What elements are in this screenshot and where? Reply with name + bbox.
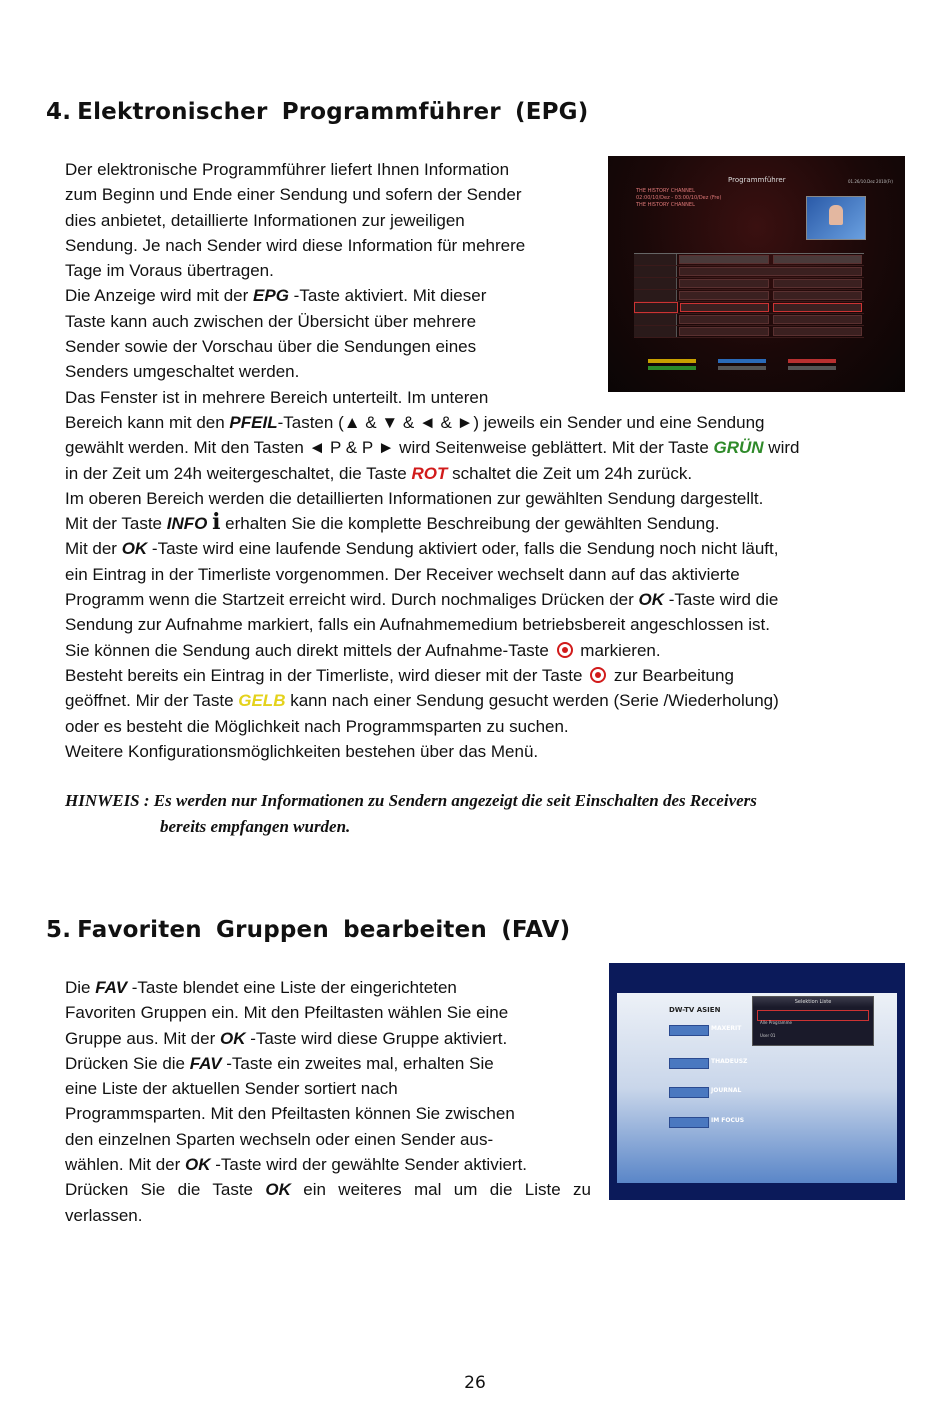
text-line: wählen. Mit der OK -Taste wird der gewählte Sender aktiviert. bbox=[65, 1155, 528, 1175]
text-line: Besteht bereits ein Eintrag in der Timerliste, wird dieser mit der Taste zur Bearbeitung bbox=[65, 665, 734, 685]
program-item: MAXERIT bbox=[711, 1025, 742, 1032]
green-key: GRÜN bbox=[713, 438, 764, 458]
fav-key: FAV bbox=[189, 1053, 222, 1073]
info-icon: i bbox=[212, 509, 221, 536]
hint-line: HINWEIS : Es werden nur Informationen zu Sendern angezeigt die seit Einschalten des Receivers bbox=[65, 791, 757, 810]
section-title: Elektronischer Programmführer (EPG) bbox=[77, 99, 589, 125]
text-line: eine Liste der aktuellen Sender sortiert nach bbox=[65, 1079, 398, 1099]
epg-screenshot bbox=[608, 156, 905, 392]
popup-title: Selektion Liste bbox=[753, 997, 873, 1007]
yellow-key: GELB bbox=[238, 691, 286, 711]
time-button bbox=[669, 1087, 709, 1098]
hint-note bbox=[65, 788, 757, 840]
grid-row bbox=[634, 254, 864, 266]
grid-row bbox=[634, 266, 864, 278]
popup-item: User 01 bbox=[760, 1033, 776, 1038]
text-line: geöffnet. Mir der Taste GELB kann nach einer Sendung gesucht werden (Serie /Wiederholung) bbox=[65, 691, 779, 711]
hint-line: bereits empfangen wurden. bbox=[160, 817, 351, 836]
channel-logo: DW-TV ASIEN bbox=[669, 1006, 721, 1014]
epg-screen-title: Programmführer bbox=[728, 176, 786, 184]
epg-screen-channel: THE HISTORY CHANNEL bbox=[636, 188, 695, 194]
text-line: dies anbietet, detaillierte Informationen zur jeweiligen bbox=[65, 210, 465, 230]
grid-row bbox=[634, 302, 864, 314]
grid-row bbox=[634, 326, 864, 338]
arrow-key: PFEIL bbox=[229, 412, 278, 432]
popup-item: Alle Programme bbox=[757, 1010, 869, 1021]
epg-legend bbox=[648, 359, 858, 370]
text-line: zum Beginn und Ende einer Sendung und sofern der Sender bbox=[65, 185, 522, 205]
grid-row bbox=[634, 314, 864, 326]
fav-key: FAV bbox=[95, 978, 128, 997]
fav-screenshot bbox=[609, 963, 905, 1200]
selection-list-popup bbox=[752, 996, 874, 1046]
time-button bbox=[669, 1117, 709, 1128]
program-item: JOURNAL bbox=[711, 1087, 742, 1094]
ok-key: OK bbox=[265, 1180, 291, 1200]
text-line: Programm wenn die Startzeit erreicht wird. Durch nochmaliges Drücken der OK -Taste wird die bbox=[65, 590, 779, 610]
section-5-heading bbox=[46, 917, 570, 943]
record-icon bbox=[557, 642, 573, 658]
section-number: 5. bbox=[46, 917, 72, 943]
text-line: Gruppe aus. Mit der OK -Taste wird diese Gruppe aktiviert. bbox=[65, 1028, 508, 1048]
program-item: THADEUSZ bbox=[711, 1058, 748, 1065]
epg-grid bbox=[634, 253, 864, 342]
epg-screen-info bbox=[636, 188, 796, 240]
section-number: 4. bbox=[46, 99, 72, 125]
text-line: Weitere Konfigurationsmöglichkeiten bestehen über das Menü. bbox=[65, 741, 539, 761]
text-line: Favoriten Gruppen ein. Mit den Pfeiltasten wählen Sie eine bbox=[65, 1003, 509, 1023]
text-line: gewählt werden. Mit den Tasten ◄ P & P ► wird Seitenweise geblättert. Mit der Taste GRÜN wird bbox=[65, 438, 800, 458]
section-title: Favoriten Gruppen bearbeiten (FAV) bbox=[77, 917, 571, 943]
record-icon bbox=[590, 667, 606, 683]
text-line: Sendung zur Aufnahme markiert, falls ein Aufnahmemedium betriebsbereit angeschlossen ist. bbox=[65, 615, 770, 635]
fav-paragraph bbox=[65, 975, 591, 1228]
ok-key: OK bbox=[219, 1028, 246, 1048]
grid-row bbox=[634, 278, 864, 290]
text-line: Taste kann auch zwischen der Übersicht über mehrere bbox=[65, 311, 477, 331]
text-line: verlassen. bbox=[65, 1205, 143, 1225]
text-line: Sendung. Je nach Sender wird diese Information für mehrere bbox=[65, 235, 526, 255]
text-line: Senders umgeschaltet werden. bbox=[65, 362, 300, 382]
text-line: Im oberen Bereich werden die detaillierten Informationen zur gewählten Sendung dargestellt. bbox=[65, 488, 764, 508]
text-line: Drücken Sie die FAV -Taste ein zweites mal, erhalten Sie bbox=[65, 1053, 494, 1073]
info-key: INFO bbox=[166, 514, 208, 534]
ok-key: OK bbox=[638, 590, 665, 610]
ok-key: OK bbox=[121, 539, 148, 559]
text-line: Sie können die Sendung auch direkt mittels der Aufnahme-Taste markieren. bbox=[65, 640, 661, 660]
text-line: Drücken Sie die Taste OK ein weiteres mal um die Liste zu bbox=[65, 1180, 592, 1200]
text-line: Der elektronische Programmführer liefert Ihnen Information bbox=[65, 160, 510, 179]
text-line: Bereich kann mit den PFEIL-Tasten (▲ & ▼ & ◄ & ►) jeweils ein Sender und eine Sendung bbox=[65, 412, 765, 432]
text-line: Die FAV -Taste blendet eine Liste der eingerichteten bbox=[65, 978, 457, 997]
text-line: oder es besteht die Möglichkeit nach Programmsparten zu suchen. bbox=[65, 716, 569, 736]
red-key: ROT bbox=[411, 463, 448, 483]
text-line: Die Anzeige wird mit der EPG -Taste aktiviert. Mit dieser bbox=[65, 286, 487, 306]
epg-screen-date: 01.26/10.Dez 2010(Fr) bbox=[847, 179, 893, 184]
time-button bbox=[669, 1025, 709, 1036]
grid-row bbox=[634, 290, 864, 302]
epg-screen-time: 02:00/10/Dez - 03:00/10/Dez (Fre) bbox=[636, 195, 722, 201]
epg-key: EPG bbox=[253, 286, 289, 306]
text-line: Mit der OK -Taste wird eine laufende Sendung aktiviert oder, falls die Sendung noch nicht läuft, bbox=[65, 539, 779, 559]
text-line: Tage im Voraus übertragen. bbox=[65, 261, 274, 281]
program-item: IM FOCUS bbox=[711, 1117, 745, 1124]
text-line: Sender sowie der Vorschau über die Sendungen eines bbox=[65, 337, 477, 357]
text-line: Das Fenster ist in mehrere Bereich unterteilt. Im unteren bbox=[65, 387, 489, 407]
page-number: 26 bbox=[464, 1373, 486, 1393]
tv-thumbnail bbox=[806, 196, 866, 240]
text-line: den einzelnen Sparten wechseln oder einen Sender aus- bbox=[65, 1129, 494, 1149]
text-line: in der Zeit um 24h weitergeschaltet, die Taste ROT schaltet die Zeit um 24h zurück. bbox=[65, 463, 693, 483]
section-4-heading bbox=[46, 99, 588, 125]
text-line: Mit der Taste INFO i erhalten Sie die komplette Beschreibung der gewählten Sendung. bbox=[65, 509, 720, 536]
epg-screen-sub: THE HISTORY CHANNEL bbox=[636, 202, 695, 208]
text-line: Programmsparten. Mit den Pfeiltasten können Sie zwischen bbox=[65, 1104, 515, 1124]
text-line: ein Eintrag in der Timerliste vorgenommen. Der Receiver wechselt dann auf das aktivierte bbox=[65, 564, 740, 584]
ok-key: OK bbox=[185, 1155, 211, 1175]
time-button bbox=[669, 1058, 709, 1069]
